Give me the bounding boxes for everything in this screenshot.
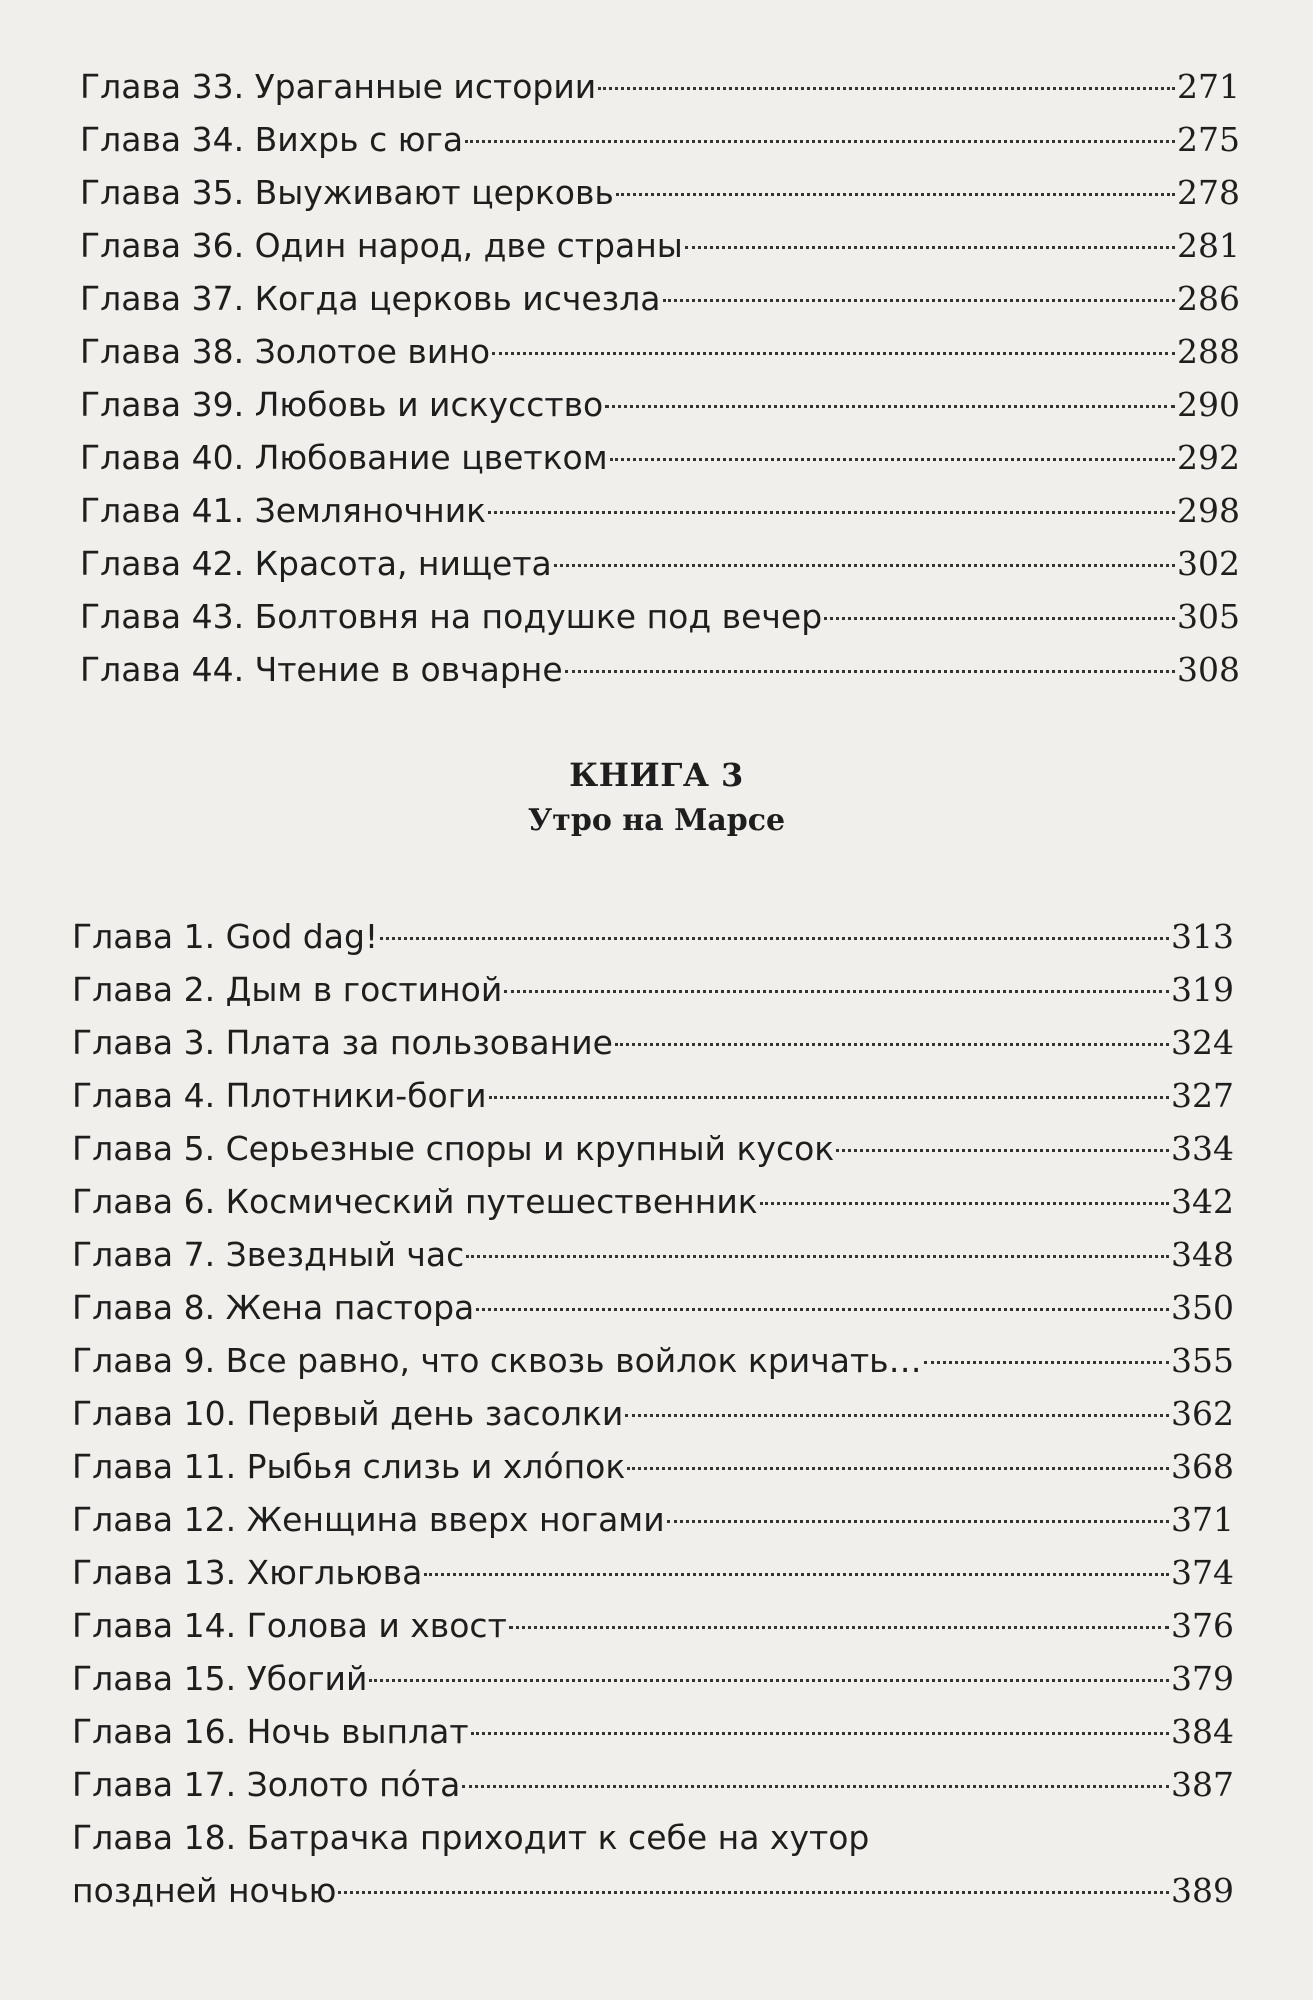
toc-entry-title: Глава 16. Ночь выплат [72,1712,469,1751]
toc-leader-dots [554,564,1175,567]
toc-entry [72,1493,1234,1546]
toc-entry-page: 308 [1177,650,1240,689]
toc-entry-title: Глава 11. Рыбья слизь и хлóпок [72,1447,626,1486]
toc-entry-title: Глава 38. Золотое вино [80,332,491,371]
toc-leader-dots [509,1626,1169,1629]
toc-entry-page: 271 [1177,67,1240,106]
toc-entry-title: Глава 3. Плата за пользование [72,1023,613,1062]
toc-entry-page: 292 [1177,438,1240,477]
toc-entry-page: 384 [1171,1712,1234,1751]
book-title: Утро на Марсе [527,803,786,838]
toc-entry [80,272,1240,325]
toc-leader-dots [471,1732,1169,1735]
toc-entry-page: 342 [1171,1182,1234,1221]
toc-leader-dots [338,1891,1169,1894]
toc-leader-dots [489,1096,1169,1099]
toc-entry-title: Глава 8. Жена пастора [72,1288,475,1327]
toc-leader-dots [504,990,1169,993]
toc-leader-dots [615,1043,1169,1046]
toc-leader-dots [667,1520,1169,1523]
toc-entry [80,166,1240,219]
toc-leader-dots [476,1308,1169,1311]
toc-entry [72,1440,1234,1493]
toc-leader-dots [369,1679,1169,1682]
toc-entry [80,484,1240,537]
toc-entry-page: 313 [1171,917,1234,956]
toc-entry-page: 334 [1171,1129,1234,1168]
toc-entry [72,963,1234,1016]
toc-entry-multiline [72,1811,1234,1917]
toc-entry-page: 290 [1177,385,1240,424]
toc-entry [72,1546,1234,1599]
toc-leader-dots [380,937,1169,940]
toc-entry [80,60,1240,113]
toc-leader-dots [424,1573,1169,1576]
toc-entry-page: 302 [1177,544,1240,583]
toc-entry-page: 362 [1171,1394,1234,1433]
toc-leader-dots [462,1785,1169,1788]
toc-entry-page: 286 [1177,279,1240,318]
toc-leader-dots [924,1361,1169,1364]
toc-entry-title-line2: поздней ночью [72,1871,337,1910]
toc-entry-title: Глава 43. Болтовня на подушке под вечер [80,597,823,636]
toc-entry-title: Глава 1. God dag! [72,917,379,956]
toc-leader-dots [824,617,1175,620]
toc-entry-page: 350 [1171,1288,1234,1327]
toc-entry-title: Глава 5. Серьезные споры и крупный кусок [72,1129,835,1168]
toc-entry-page: 389 [1171,1871,1234,1910]
toc-entry-page: 379 [1171,1659,1234,1698]
toc-entry [72,1281,1234,1334]
toc-leader-dots [685,246,1175,249]
toc-entry-title: Глава 37. Когда церковь исчезла [80,279,661,318]
toc-entry-title: Глава 13. Хюгльюва [72,1553,423,1592]
toc-entry [72,1705,1234,1758]
toc-entry-page: 387 [1171,1765,1234,1804]
toc-leader-dots [466,1255,1169,1258]
toc-entry [80,537,1240,590]
toc-entry-title: Глава 7. Звездный час [72,1235,465,1274]
toc-leader-dots [836,1149,1169,1152]
toc-entry-title: Глава 40. Любование цветком [80,438,608,477]
toc-entry-title: Глава 42. Красота, нищета [80,544,552,583]
toc-list-book-2 [80,60,1240,696]
toc-entry [72,1758,1234,1811]
toc-entry-page: 281 [1177,226,1240,265]
toc-entry-title-line1: Глава 18. Батрачка приходит к себе на хутор [72,1818,870,1857]
toc-entry [72,1599,1234,1652]
toc-entry-title: Глава 36. Один народ, две страны [80,226,683,265]
toc-leader-dots [616,193,1175,196]
toc-entry-page: 288 [1177,332,1240,371]
toc-entry [72,1652,1234,1705]
toc-entry-title: Глава 39. Любовь и искусство [80,385,604,424]
toc-leader-dots [627,1467,1169,1470]
toc-entry-title: Глава 15. Убогий [72,1659,368,1698]
toc-leader-dots [565,670,1175,673]
toc-entry-page: 348 [1171,1235,1234,1274]
toc-entry [72,1334,1234,1387]
toc-entry-page: 368 [1171,1447,1234,1486]
toc-entry [72,1069,1234,1122]
toc-entry-title: Глава 33. Ураганные истории [80,67,597,106]
toc-leader-dots [598,87,1175,90]
toc-entry [80,590,1240,643]
toc-entry [80,378,1240,431]
toc-entry-title: Глава 41. Земляночник [80,491,487,530]
toc-entry-page: 319 [1171,970,1234,1009]
toc-entry-title: Глава 10. Первый день засолки [72,1394,624,1433]
toc-entry [72,1016,1234,1069]
toc-leader-dots [465,140,1175,143]
toc-entry-title: Глава 9. Все равно, что сквозь войлок кричать… [72,1341,922,1380]
toc-entry-title: Глава 12. Женщина вверх ногами [72,1500,665,1539]
toc-leader-dots [610,458,1175,461]
toc-entry-title: Глава 44. Чтение в овчарне [80,650,563,689]
toc-entry [72,1228,1234,1281]
toc-entry-title: Глава 34. Вихрь с юга [80,120,464,159]
toc-entry-last-line [72,1864,1234,1917]
toc-entry [72,1122,1234,1175]
toc-entry [72,1387,1234,1440]
toc-entry [80,431,1240,484]
toc-entry-page: 324 [1171,1023,1234,1062]
toc-leader-dots [760,1202,1169,1205]
toc-leader-dots [625,1414,1169,1417]
toc-leader-dots [488,511,1175,514]
toc-entry [80,113,1240,166]
toc-entry-title: Глава 14. Голова и хвост [72,1606,507,1645]
toc-entry [80,643,1240,696]
toc-entry-page: 275 [1177,120,1240,159]
toc-entry-page: 305 [1177,597,1240,636]
book-heading [0,752,1313,844]
toc-entry-page: 355 [1171,1341,1234,1380]
toc-entry-page: 327 [1171,1076,1234,1115]
toc-leader-dots [605,405,1175,408]
toc-entry-page: 374 [1171,1553,1234,1592]
toc-entry [80,219,1240,272]
toc-entry-title: Глава 6. Космический путешественник [72,1182,758,1221]
book-number: КНИГА 3 [569,756,744,794]
toc-list-book-3 [72,910,1234,1917]
toc-leader-dots [492,352,1175,355]
toc-entry-page: 298 [1177,491,1240,530]
toc-entry [80,325,1240,378]
toc-leader-dots [663,299,1175,302]
toc-entry-title: Глава 2. Дым в гостиной [72,970,503,1009]
toc-entry-page: 371 [1171,1500,1234,1539]
toc-entry-page: 278 [1177,173,1240,212]
toc-entry-page: 376 [1171,1606,1234,1645]
toc-entry [72,1175,1234,1228]
toc-entry-title: Глава 35. Выуживают церковь [80,173,614,212]
toc-entry [72,910,1234,963]
toc-entry-title: Глава 4. Плотники-боги [72,1076,487,1115]
toc-entry-title: Глава 17. Золото пóта [72,1765,461,1804]
